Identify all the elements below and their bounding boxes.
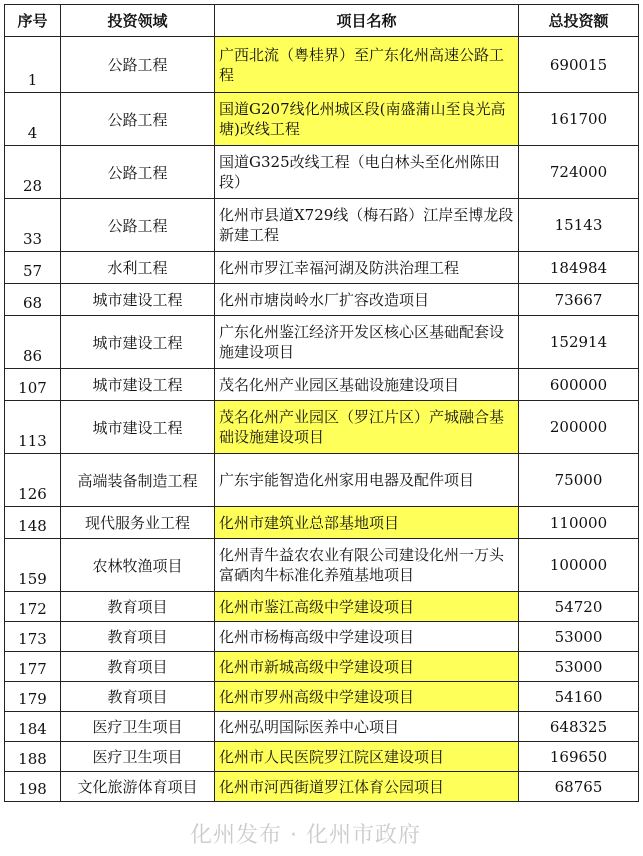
row-field: 文化旅游体育项目 [61,772,215,802]
row-id: 159 [5,539,61,592]
row-field: 公路工程 [61,37,215,93]
row-id: 179 [5,682,61,712]
row-id: 28 [5,146,61,199]
row-project-name: 国道G207线化州城区段(南盛蒲山至良光高塘)改线工程 [215,93,519,146]
table-row [5,37,639,93]
row-field: 教育项目 [61,622,215,652]
row-field: 城市建设工程 [61,369,215,401]
row-field: 教育项目 [61,682,215,712]
row-amount: 600000 [519,369,639,401]
row-field: 农林牧渔项目 [61,539,215,592]
row-amount: 54720 [519,592,639,622]
row-amount: 169650 [519,742,639,772]
row-project-name: 化州弘明国际医养中心项目 [215,712,519,742]
row-field: 教育项目 [61,652,215,682]
table-row [5,507,639,539]
row-field: 公路工程 [61,146,215,199]
row-amount: 152914 [519,316,639,369]
table-row [5,199,639,252]
table-row [5,401,639,454]
row-id: 113 [5,401,61,454]
row-project-name: 化州市杨梅高级中学建设项目 [215,622,519,652]
table-row [5,622,639,652]
row-amount: 68765 [519,772,639,802]
row-amount: 53000 [519,622,639,652]
row-field: 公路工程 [61,93,215,146]
project-table [4,4,639,802]
row-field: 医疗卫生项目 [61,712,215,742]
row-project-name: 化州市新城高级中学建设项目 [215,652,519,682]
row-field: 公路工程 [61,199,215,252]
row-field: 现代服务业工程 [61,507,215,539]
row-amount: 200000 [519,401,639,454]
row-project-name: 广东化州鉴江经济开发区核心区基础配套设施建设项目 [215,316,519,369]
table-row [5,284,639,316]
row-amount: 110000 [519,507,639,539]
row-project-name: 化州市鉴江高级中学建设项目 [215,592,519,622]
row-field: 高端装备制造工程 [61,454,215,507]
table-row [5,316,639,369]
row-amount: 648325 [519,712,639,742]
header-name: 项目名称 [215,5,519,37]
row-project-name: 广东宇能智造化州家用电器及配件项目 [215,454,519,507]
table-row [5,592,639,622]
row-project-name: 化州青牛益农农业有限公司建设化州一万头富硒肉牛标准化养殖基地项目 [215,539,519,592]
row-project-name: 广西北流（粤桂界）至广东化州高速公路工程 [215,37,519,93]
row-amount: 15143 [519,199,639,252]
row-id: 86 [5,316,61,369]
table-row [5,652,639,682]
table-row [5,93,639,146]
row-id: 184 [5,712,61,742]
row-amount: 100000 [519,539,639,592]
table-row [5,539,639,592]
row-amount: 724000 [519,146,639,199]
row-amount: 690015 [519,37,639,93]
row-project-name: 茂名化州产业园区（罗江片区）产城融合基础设施建设项目 [215,401,519,454]
row-project-name: 化州市罗州高级中学建设项目 [215,682,519,712]
row-id: 4 [5,93,61,146]
header-id: 序号 [5,5,61,37]
watermark: 化州发布 · 化州市政府 [190,823,421,848]
row-id: 198 [5,772,61,802]
row-amount: 184984 [519,252,639,284]
table-row [5,146,639,199]
row-id: 172 [5,592,61,622]
row-field: 水利工程 [61,252,215,284]
table-row [5,772,639,802]
row-project-name: 化州市罗江幸福河湖及防洪治理工程 [215,252,519,284]
row-field: 医疗卫生项目 [61,742,215,772]
row-amount: 54160 [519,682,639,712]
row-id: 1 [5,37,61,93]
row-amount: 161700 [519,93,639,146]
table-row [5,369,639,401]
table-row [5,454,639,507]
row-id: 148 [5,507,61,539]
row-field: 城市建设工程 [61,401,215,454]
row-amount: 73667 [519,284,639,316]
row-id: 68 [5,284,61,316]
row-id: 33 [5,199,61,252]
row-id: 107 [5,369,61,401]
header-field: 投资领域 [61,5,215,37]
row-id: 188 [5,742,61,772]
row-id: 173 [5,622,61,652]
row-project-name: 化州市塘岗岭水厂扩容改造项目 [215,284,519,316]
row-id: 126 [5,454,61,507]
table-row [5,252,639,284]
table-row [5,712,639,742]
row-project-name: 化州市建筑业总部基地项目 [215,507,519,539]
table-header-row [5,5,639,37]
row-project-name: 化州市县道X729线（梅石路）江岸至博龙段新建工程 [215,199,519,252]
header-amount: 总投资额 [519,5,639,37]
row-id: 177 [5,652,61,682]
row-id: 57 [5,252,61,284]
table-body [5,37,639,802]
row-field: 教育项目 [61,592,215,622]
row-project-name: 化州市人民医院罗江院区建设项目 [215,742,519,772]
row-project-name: 国道G325改线工程（电白林头至化州陈田段） [215,146,519,199]
table-row [5,682,639,712]
row-project-name: 化州市河西街道罗江体育公园项目 [215,772,519,802]
row-project-name: 茂名化州产业园区基础设施建设项目 [215,369,519,401]
row-field: 城市建设工程 [61,284,215,316]
row-amount: 75000 [519,454,639,507]
table-row [5,742,639,772]
row-amount: 53000 [519,652,639,682]
row-field: 城市建设工程 [61,316,215,369]
